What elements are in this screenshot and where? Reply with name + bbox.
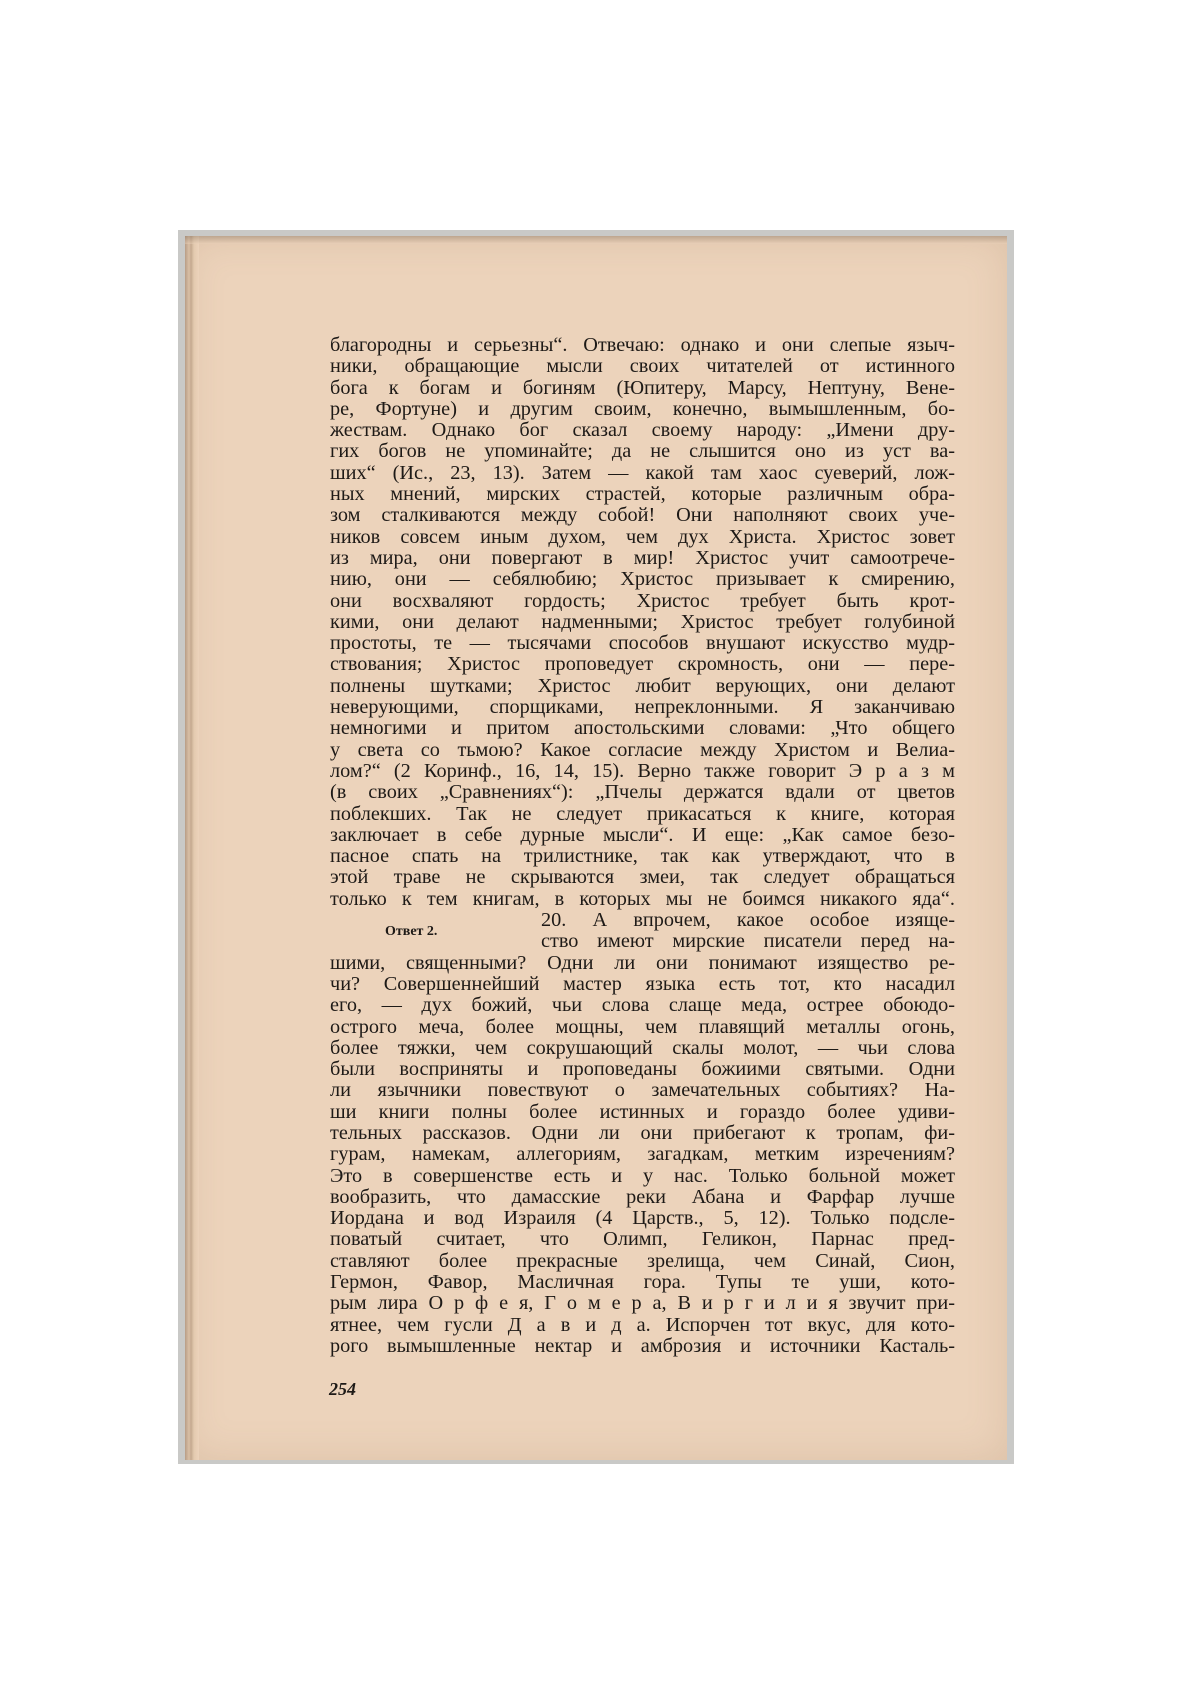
text-line: ре, Фортуне) и другим своим, конечно, вымышленным, бо- xyxy=(330,398,955,420)
text-line: вообразить, что дамасские реки Абана и Фарфар лучше xyxy=(330,1186,955,1208)
text-line: неверующими, спорщиками, непреклонными. Я заканчиваю xyxy=(330,697,955,719)
text-line: Гермон, Фавор, Масличная гора. Тупы те уши, кото- xyxy=(330,1272,955,1294)
margin-note: Ответ 2. xyxy=(385,924,438,939)
text-line: бога к богам и богиням (Юпитеру, Марсу, Нептуну, Вене- xyxy=(330,377,955,399)
page-top-edge xyxy=(185,236,1007,244)
text-line: кими, они делают надменными; Христос требует голубиной xyxy=(330,611,955,633)
text-line: немногими и притом апостольскими словами: „Что общего xyxy=(330,718,955,740)
text-line: ных мнений, мирских страстей, которые различным обра- xyxy=(330,484,955,506)
text-line: нию, они — себялюбию; Христос призывает к смирению, xyxy=(330,569,955,591)
text-line: шими, священными? Одни ли они понимают изящество ре- xyxy=(330,952,955,974)
text-line: простоты, те — тысячами способов внушают искусство мудр- xyxy=(330,633,955,655)
text-line: ставляют более прекрасные зрелища, чем Синай, Сион, xyxy=(330,1250,955,1272)
text-line: ство имеют мирские писатели перед на- xyxy=(541,931,955,953)
text-line: только к тем книгам, в которых мы не боимся никакого яда“. xyxy=(330,888,955,910)
text-line: ятнее, чем гусли Д а в и д а. Испорчен тот вкус, для кото- xyxy=(330,1314,955,1336)
text-line: были восприняты и проповеданы божиими святыми. Одни xyxy=(330,1059,955,1081)
text-line: (в своих „Сравнениях“): „Пчелы держатся вдали от цветов xyxy=(330,782,955,804)
text-line: этой траве не скрываются змеи, так следует обращаться xyxy=(330,867,955,889)
text-line: рого вымышленные нектар и амброзия и источники Касталь- xyxy=(330,1335,955,1357)
text-line: у света со тьмою? Какое согласие между Христом и Велиа- xyxy=(330,739,955,761)
text-line: благородны и серьезны“. Отвечаю: однако и они слепые языч- xyxy=(330,335,955,356)
page-edge xyxy=(185,236,199,1460)
text-line: более тяжки, чем сокрушающий скалы молот, — чьи слова xyxy=(330,1037,955,1059)
page-number: 254 xyxy=(329,1379,356,1399)
text-line: поблекших. Так не следует прикасаться к книге, которая xyxy=(330,803,955,825)
text-line: ли язычники повествуют о замечательных событиях? На- xyxy=(330,1080,955,1102)
text-line: Это в совершенстве есть и у нас. Только больной может xyxy=(330,1165,955,1187)
text-line: гурам, намекам, аллегориям, загадкам, метким изречениям? xyxy=(330,1144,955,1166)
text-line: 20. А впрочем, какое особое изяще- xyxy=(541,910,955,932)
text-line: из мира, они повергают в мир! Христос учит самоотрече- xyxy=(330,547,955,569)
text-line: зом сталкиваются между собой! Они наполняют своих уче- xyxy=(330,505,955,527)
text-line: острого меча, более мощны, чем плавящий металлы огонь, xyxy=(330,1016,955,1038)
text-line: лом?“ (2 Коринф., 16, 14, 15). Верно также говорит Э р а з м xyxy=(330,760,955,782)
text-line: пасное спать на трилистнике, так как утверждают, что в xyxy=(330,846,955,868)
text-line: они восхваляют гордость; Христос требует быть крот- xyxy=(330,590,955,612)
text-line: Иордана и вод Израиля (4 Царств., 5, 12). Только подсле- xyxy=(330,1208,955,1230)
text-line: ших“ (Ис., 23, 13). Затем — какой там хаос суеверий, лож- xyxy=(330,462,955,484)
text-line: ники, обращающие мысли своих читателей от истинного xyxy=(330,356,955,378)
text-line: ников совсем иным духом, чем дух Христа. Христос зовет xyxy=(330,526,955,548)
text-line: тельных рассказов. Одни ли они прибегают к тропам, фи- xyxy=(330,1122,955,1144)
text-line: чи? Совершеннейший мастер языка есть тот, кто насадил xyxy=(330,973,955,995)
text-line: жествам. Однако бог сказал своему народу: „Имени дру- xyxy=(330,420,955,442)
text-line: ши книги полны более истинных и гораздо более удиви- xyxy=(330,1101,955,1123)
text-line: рым лира О р ф е я, Г о м е р а, В и р г и л и я звучит при- xyxy=(330,1293,955,1315)
text-line: полнены шутками; Христос любит верующих, они делают xyxy=(330,675,955,697)
text-line: поватый считает, что Олимп, Геликон, Парнас пред- xyxy=(330,1229,955,1251)
text-line: гих богов не упоминайте; да не слышится оно из уст ва- xyxy=(330,441,955,463)
body-text xyxy=(330,335,955,1357)
text-line: ствования; Христос проповедует скромность, они — пере- xyxy=(330,654,955,676)
text-line: заключает в себе дурные мысли“. И еще: „Как самое безо- xyxy=(330,824,955,846)
text-line: его, — дух божий, чьи слова слаще меда, острее обоюдо- xyxy=(330,995,955,1017)
